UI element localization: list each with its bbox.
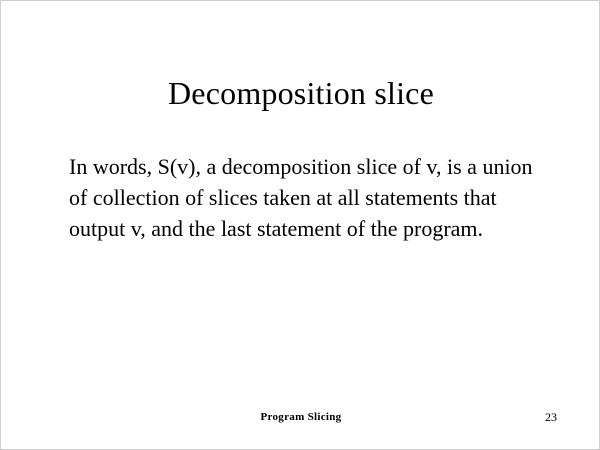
page-number: 23: [545, 410, 557, 424]
page-title: Decomposition slice: [168, 75, 434, 112]
slide-body-text: In words, S(v), a decomposition slice of v, is a union of collection of slices taken at all statements that output v, and the last statement of the program.: [69, 154, 533, 242]
footer-label: Program Slicing: [260, 411, 342, 423]
